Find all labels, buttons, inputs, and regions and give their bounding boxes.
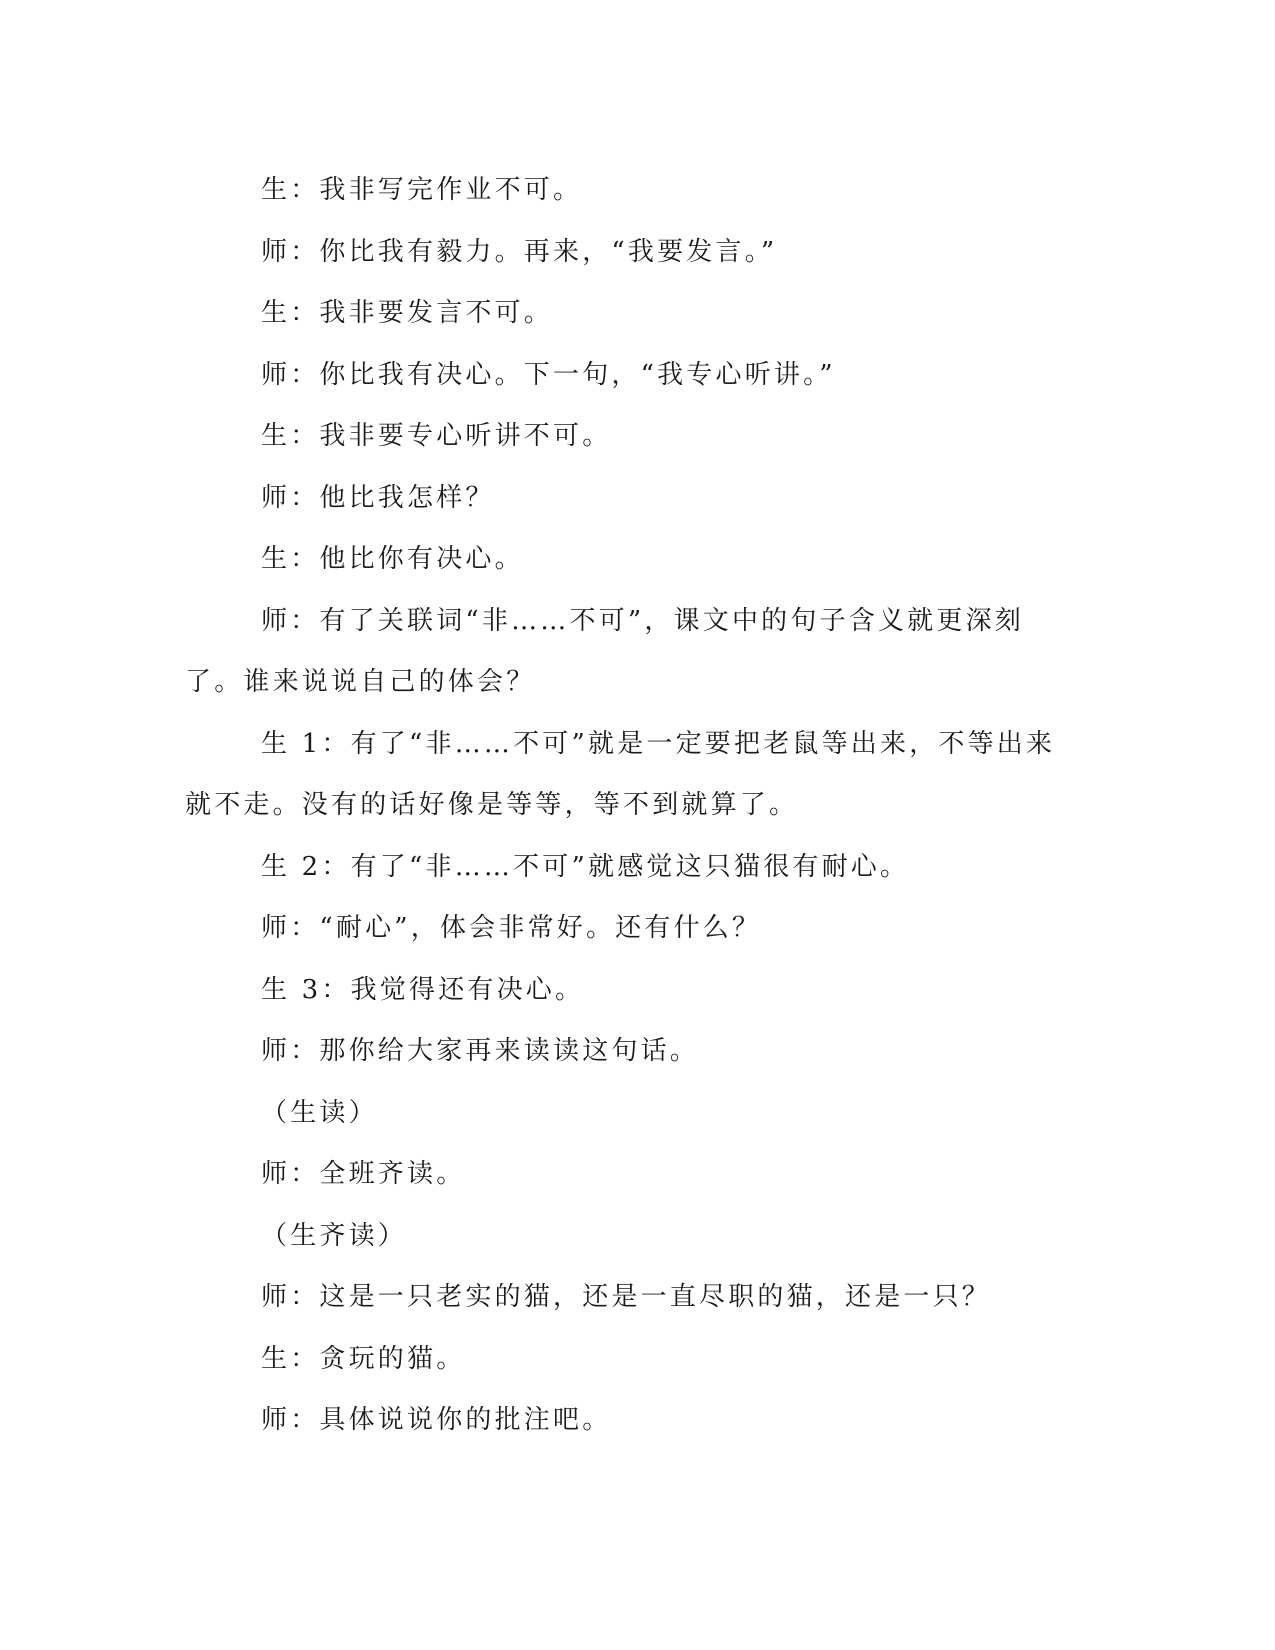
dialogue-line: 师：他比我怎样？ xyxy=(261,482,495,513)
dialogue-line: 生 3：我觉得还有决心。 xyxy=(261,974,585,1005)
dialogue-line: 生 1：有了“非……不可”就是一定要把老鼠等出来，不等出来就不走。没有的话好像是等等，等不到就算了。 xyxy=(185,728,1056,820)
dialogue-line: 生：我非要专心听讲不可。 xyxy=(261,421,612,451)
dialogue-line: 生：我非写完作业不可。 xyxy=(261,175,583,205)
dialogue-line: 师：具体说说你的批注吧。 xyxy=(261,1405,612,1435)
dialogue-line: 生 2：有了“非……不可”就感觉这只猫很有耐心。 xyxy=(261,851,910,882)
dialogue-transcript xyxy=(185,160,1065,1452)
dialogue-line: 师：这是一只老实的猫，还是一直尽职的猫，还是一只？ xyxy=(261,1282,992,1312)
dialogue-line: 师：全班齐读。 xyxy=(261,1159,466,1189)
dialogue-line: 师：你比我有决心。下一句，“我专心听讲。” xyxy=(261,359,836,390)
dialogue-line: 师：那你给大家再来读读这句话。 xyxy=(261,1036,700,1066)
stage-direction: （生读） xyxy=(261,1097,378,1128)
stage-direction: （生齐读） xyxy=(261,1220,408,1251)
dialogue-line: 生：我非要发言不可。 xyxy=(261,298,554,328)
dialogue-line: 师：有了关联词“非……不可”，课文中的句子含义就更深刻了。谁来说说自己的体会？ xyxy=(185,605,1024,697)
dialogue-line: 师：你比我有毅力。再来，“我要发言。” xyxy=(261,236,778,267)
dialogue-line: 生：他比你有决心。 xyxy=(261,544,524,574)
dialogue-line: 生：贪玩的猫。 xyxy=(261,1343,466,1374)
dialogue-line: 师：“耐心”，体会非常好。还有什么？ xyxy=(261,913,762,943)
